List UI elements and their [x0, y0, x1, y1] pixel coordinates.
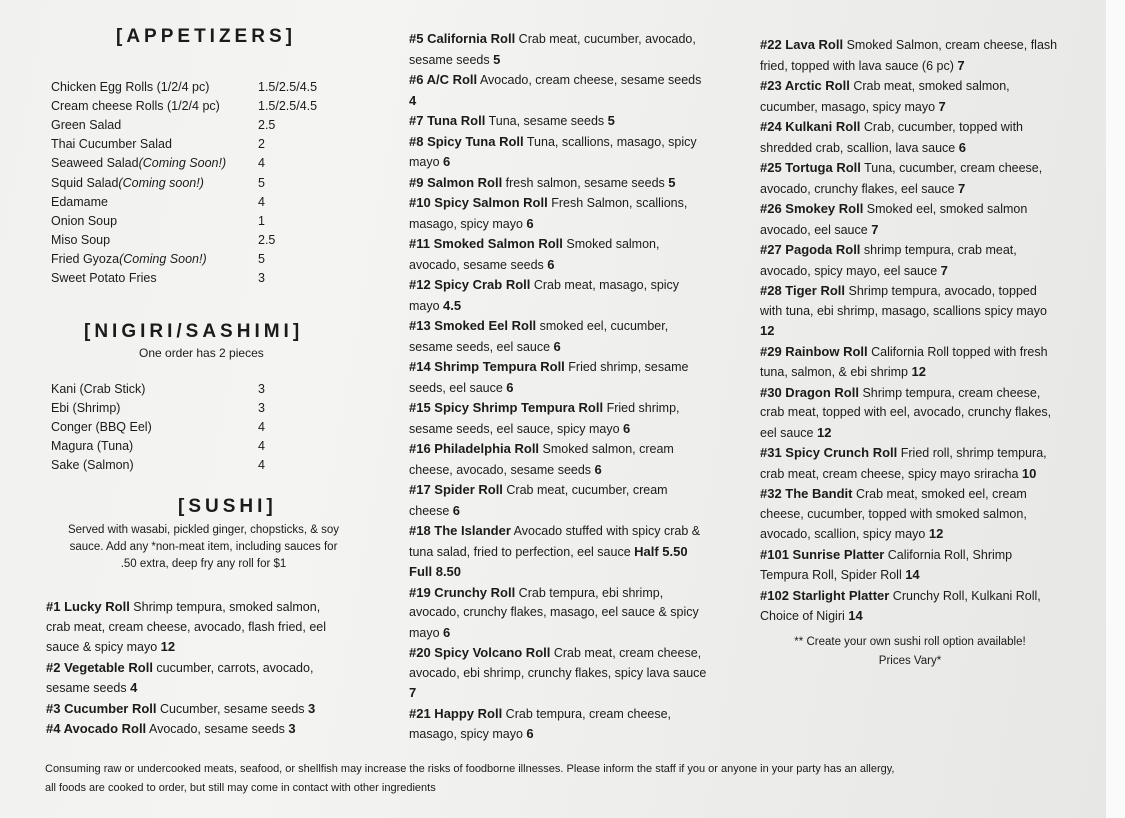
- disclaimer-line: Consuming raw or undercooked meats, seafood, or shellfish may increase the risks of foodborne illnesses. Please inform the staff if you or anyone in your party has an allergy,: [45, 763, 895, 775]
- disclaimer-line: all foods are cooked to order, but still may come in contact with other ingredients: [45, 782, 436, 794]
- roll-description: Shrimp tempura, avocado, topped with tuna, ebi shrimp, masago, scallions spicy mayo: [760, 284, 1047, 318]
- appetizer-item-name: Thai Cucumber Salad: [51, 137, 172, 152]
- nigiri-item-name: Conger (BBQ Eel): [51, 420, 152, 435]
- sushi-roll-item: [760, 240, 1060, 281]
- roll-name: #21 Happy Roll: [409, 705, 503, 721]
- sushi-note-line: sauce. Add any *non-meat item, including sauces for: [69, 541, 338, 553]
- nigiri-item: [51, 456, 265, 475]
- roll-name: #23 Arctic Roll: [760, 78, 850, 93]
- roll-description: California Roll, Shrimp Tempura Roll, Spider Roll: [760, 547, 1013, 582]
- roll-name: #20 Spicy Volcano Roll: [409, 645, 551, 660]
- nigiri-item-price: 4: [258, 439, 265, 454]
- nigiri-item-price: 3: [258, 401, 265, 416]
- roll-name: #2 Vegetable Roll: [46, 659, 153, 675]
- sushi-note-line: .50 extra, deep fry any roll for $1: [120, 558, 287, 570]
- roll-name: #27 Pagoda Roll: [760, 242, 861, 257]
- sushi-roll-item: [760, 281, 1060, 342]
- roll-name: #4 Avocado Roll: [46, 721, 147, 736]
- sushi-roll-item: [760, 586, 1060, 627]
- appetizer-item: [51, 154, 265, 173]
- appetizer-item: [51, 231, 276, 250]
- roll-price: 12: [911, 364, 926, 379]
- roll-price: 6: [594, 461, 602, 477]
- roll-description: Crunchy Roll, Kulkani Roll, Choice of Nigiri: [760, 588, 1041, 623]
- appetizer-item: [51, 250, 265, 269]
- sushi-roll-item: [409, 704, 709, 745]
- roll-name: #26 Smokey Roll: [760, 201, 864, 216]
- appetizer-item: [51, 174, 265, 193]
- appetizer-item-name: Cream cheese Rolls (1/2/4 pc): [51, 99, 220, 114]
- roll-price: 14: [905, 567, 920, 582]
- roll-price: 5: [668, 174, 676, 190]
- roll-price: 14: [848, 608, 863, 623]
- roll-price: 7: [938, 98, 946, 114]
- roll-description: Crab meat, cucumber, avocado, sesame seeds: [409, 32, 696, 67]
- appetizer-item: [51, 269, 265, 288]
- appetizer-item-name: Squid Salad: [51, 175, 119, 190]
- roll-description: Avocado, sesame seeds: [146, 722, 289, 736]
- roll-name: #28 Tiger Roll: [760, 283, 846, 298]
- sushi-roll-item: [409, 29, 709, 70]
- roll-name: #29 Rainbow Roll: [760, 343, 868, 359]
- nigiri-subtitle: One order has 2 pieces: [139, 346, 264, 360]
- roll-price: 4.5: [443, 297, 462, 313]
- roll-description: Shrimp tempura, smoked salmon, crab meat, cream cheese, avocado, flash fried, eel sauce & spicy mayo: [46, 600, 327, 654]
- appetizer-item-name: Fried Gyoza: [51, 251, 120, 266]
- appetizer-item: [51, 97, 318, 116]
- roll-price: 7: [958, 180, 966, 196]
- roll-name: #13 Smoked Eel Roll: [409, 318, 537, 333]
- sushi-title: [SUSHI]: [178, 496, 277, 517]
- appetizer-item-name: Sweet Potato Fries: [51, 271, 157, 285]
- sushi-roll-item: [760, 117, 1060, 158]
- roll-price: 7: [871, 221, 879, 237]
- page-edge: [1106, 0, 1125, 818]
- sushi-roll-item: [409, 439, 709, 480]
- roll-description: Tuna, sesame seeds: [485, 114, 608, 128]
- roll-price: 12: [760, 323, 775, 338]
- sushi-roll-item: [409, 398, 709, 439]
- roll-price: 12: [160, 639, 176, 654]
- roll-description: Avocado stuffed with spicy crab & tuna salad, fried to perfection, eel sauce: [409, 524, 701, 559]
- appetizers-title: [APPETIZERS]: [116, 26, 296, 47]
- nigiri-item-price: 4: [258, 420, 265, 435]
- appetizer-item-price: 1: [258, 213, 265, 228]
- roll-description: Crab meat, smoked eel, cream cheese, cucumber, topped with smoked salmon, avocado, scallion, spicy mayo: [760, 487, 1027, 541]
- appetizer-item: [51, 193, 265, 212]
- appetizer-item-name: Onion Soup: [51, 213, 118, 228]
- appetizer-item-name: Seaweed Salad: [51, 156, 139, 171]
- sushi-roll-item: [409, 173, 709, 194]
- sushi-roll-item: [409, 132, 709, 173]
- nigiri-item: [51, 418, 265, 437]
- roll-price: 5: [607, 113, 615, 128]
- sushi-roll-item: [760, 443, 1060, 484]
- roll-name: #1 Lucky Roll: [46, 599, 130, 614]
- roll-description: Tuna, scallions, masago, spicy mayo: [409, 134, 697, 169]
- roll-price: 6: [553, 338, 561, 354]
- roll-name: #10 Spicy Salmon Roll: [409, 195, 548, 210]
- appetizer-item-price: 2.5: [258, 118, 276, 133]
- sushi-roll-item: [760, 158, 1060, 199]
- roll-price: 5: [493, 51, 501, 67]
- sushi-roll-item: [760, 76, 1060, 117]
- sushi-roll-item: [409, 521, 709, 583]
- roll-price: 7: [940, 262, 948, 278]
- appetizer-item-price: 1.5/2.5/4.5: [258, 99, 318, 114]
- roll-name: #5 California Roll: [409, 31, 516, 46]
- sushi-roll-item: [760, 342, 1060, 383]
- roll-price: 12: [928, 526, 944, 541]
- sushi-roll-item: [760, 383, 1060, 444]
- appetizer-item-note: (Coming soon!): [118, 175, 204, 190]
- roll-description: smoked eel, cucumber, sesame seeds, eel sauce: [409, 319, 669, 354]
- appetizer-item: [51, 212, 265, 231]
- sushi-roll-item: [409, 70, 709, 111]
- roll-description: Avocado, cream cheese, sesame seeds: [477, 73, 702, 87]
- roll-name: #102 Starlight Platter: [760, 587, 890, 603]
- allergy-disclaimer: [45, 760, 1055, 798]
- appetizer-item: [51, 116, 276, 135]
- sushi-roll-item: [409, 643, 709, 704]
- roll-price: 7: [957, 57, 965, 73]
- nigiri-title: [NIGIRI/SASHIMI]: [84, 321, 304, 342]
- roll-name: #12 Spicy Crab Roll: [409, 277, 531, 292]
- sushi-roll-item: [760, 199, 1060, 240]
- roll-name: #15 Spicy Shrimp Tempura Roll: [409, 400, 604, 415]
- roll-description: Smoked salmon, avocado, sesame seeds: [409, 237, 660, 272]
- sushi-roll-item: [46, 719, 346, 740]
- roll-description: Crab meat, cucumber, cream cheese: [409, 483, 668, 518]
- sushi-roll-item: [46, 699, 346, 720]
- roll-price: 4: [409, 92, 417, 108]
- sushi-roll-item: [46, 658, 346, 699]
- nigiri-item: [51, 399, 265, 418]
- roll-name: #6 A/C Roll: [409, 72, 478, 87]
- appetizer-item-price: 2: [258, 137, 265, 152]
- roll-price: 4: [130, 680, 138, 695]
- roll-description: Crab meat, cream cheese, avocado, ebi shrimp, crunchy flakes, spicy lava sauce: [409, 646, 707, 680]
- roll-name: #22 Lava Roll: [760, 37, 844, 52]
- appetizer-item-name: Miso Soup: [51, 232, 111, 247]
- roll-name: #19 Crunchy Roll: [409, 584, 516, 600]
- roll-price: 6: [623, 420, 631, 436]
- roll-price: 7: [409, 685, 417, 700]
- appetizer-item-note: (Coming Soon!): [138, 156, 227, 171]
- sushi-roll-item: [409, 316, 709, 357]
- roll-name: #3 Cucumber Roll: [46, 700, 157, 716]
- roll-price: 6: [452, 502, 461, 518]
- nigiri-item-name: Sake (Salmon): [51, 458, 134, 473]
- sushi-note: [46, 522, 361, 573]
- roll-description: Fried shrimp, sesame seeds, eel sauce: [409, 360, 689, 395]
- sushi-roll-item: [409, 275, 709, 316]
- roll-description: Smoked salmon, cream cheese, avocado, sesame seeds: [409, 442, 674, 477]
- roll-name: #24 Kulkani Roll: [760, 119, 861, 134]
- nigiri-item-price: 4: [258, 458, 265, 473]
- prices-vary-line: Prices Vary*: [878, 655, 942, 667]
- roll-name: #18 The Islander: [409, 523, 511, 538]
- nigiri-item-name: Magura (Tuna): [51, 439, 134, 454]
- roll-name: #9 Salmon Roll: [409, 174, 503, 190]
- appetizer-item-price: 3: [258, 271, 265, 285]
- nigiri-item-name: Kani (Crab Stick): [51, 382, 146, 396]
- roll-description: Crab, cucumber, topped with shredded crab, scallion, lava sauce: [760, 120, 1024, 155]
- nigiri-item: [51, 380, 265, 399]
- roll-price: 3: [288, 721, 296, 736]
- roll-description: Fried shrimp, sesame seeds, eel sauce, spicy mayo: [409, 401, 680, 436]
- roll-name: #14 Shrimp Tempura Roll: [409, 359, 565, 374]
- roll-description: Smoked Salmon, cream cheese, flash fried, topped with lava sauce (6 pc): [760, 38, 1058, 73]
- appetizer-item: [51, 135, 265, 154]
- rolls-list-middle: [409, 29, 709, 745]
- roll-description: Fried roll, shrimp tempura, crab meat, cream cheese, spicy mayo sriracha: [760, 446, 1047, 481]
- appetizer-item-price: 1.5/2.5/4.5: [258, 80, 318, 94]
- roll-description: shrimp tempura, crab meat, avocado, spicy mayo, eel sauce: [760, 243, 1017, 278]
- sushi-roll-item: [46, 597, 346, 658]
- appetizer-item-price: 2.5: [258, 232, 276, 247]
- roll-price: 6: [443, 154, 451, 169]
- roll-price: 6: [526, 726, 534, 741]
- roll-description: Crab meat, masago, spicy mayo: [409, 278, 680, 313]
- roll-description: cucumber, carrots, avocado, sesame seeds: [46, 660, 314, 695]
- sushi-roll-item: [409, 193, 709, 234]
- roll-name: #101 Sunrise Platter: [760, 546, 885, 562]
- sushi-roll-item: [409, 480, 709, 521]
- roll-description: Crab meat, smoked salmon, cucumber, masago, spicy mayo: [760, 79, 1010, 114]
- nigiri-item-price: 3: [258, 382, 265, 396]
- sushi-roll-item: [760, 35, 1060, 76]
- rolls-list-right: [760, 35, 1060, 627]
- sushi-roll-item: [760, 545, 1060, 586]
- roll-price: 6: [526, 215, 534, 231]
- roll-name: #11 Smoked Salmon Roll: [409, 236, 563, 251]
- roll-description: Crab tempura, cream cheese, masago, spicy mayo: [409, 706, 672, 741]
- sushi-roll-item: [760, 484, 1060, 545]
- roll-name: #32 The Bandit: [760, 486, 853, 501]
- appetizer-item-name: Green Salad: [51, 118, 122, 133]
- appetizer-item-price: 4: [258, 156, 265, 171]
- roll-price: 3: [308, 700, 316, 716]
- appetizer-item-note: (Coming Soon!): [119, 251, 207, 266]
- rolls-list-left: [46, 597, 346, 740]
- roll-name: #30 Dragon Roll: [760, 384, 859, 400]
- roll-name: #25 Tortuga Roll: [760, 160, 861, 175]
- roll-description: Fresh Salmon, scallions, masago, spicy mayo: [409, 196, 688, 231]
- roll-price: 12: [816, 424, 832, 440]
- appetizer-item-price: 4: [258, 194, 265, 209]
- appetizer-item-price: 5: [258, 175, 265, 190]
- appetizer-item-name: Chicken Egg Rolls (1/2/4 pc): [51, 80, 210, 94]
- appetizer-item-name: Edamame: [51, 194, 108, 209]
- roll-description: California Roll topped with fresh tuna, salmon, & ebi shrimp: [760, 344, 1048, 379]
- sushi-roll-item: [409, 357, 709, 398]
- roll-description: Smoked eel, smoked salmon avocado, eel sauce: [760, 202, 1028, 237]
- roll-price: 10: [1021, 465, 1037, 481]
- roll-price: 6: [958, 139, 966, 155]
- roll-name: #31 Spicy Crunch Roll: [760, 445, 898, 460]
- roll-description: Shrimp tempura, cream cheese, crab meat, topped with eel, avocado, crunchy flakes, eel sauce: [760, 385, 1052, 440]
- roll-price: Half 5.50 Full 8.50: [409, 543, 688, 579]
- roll-name: #7 Tuna Roll: [409, 113, 486, 128]
- sushi-note-line: Served with wasabi, pickled ginger, chopsticks, & soy: [67, 524, 340, 536]
- sushi-roll-item: [409, 583, 709, 644]
- roll-description: Crab tempura, ebi shrimp, avocado, crunchy flakes, masago, eel sauce & spicy mayo: [409, 585, 699, 640]
- sushi-roll-item: [409, 234, 709, 275]
- roll-price: 6: [443, 624, 451, 640]
- create-note-line: ** Create your own sushi roll option available!: [794, 636, 1026, 648]
- roll-name: #8 Spicy Tuna Roll: [409, 133, 524, 149]
- nigiri-item-name: Ebi (Shrimp): [51, 401, 121, 416]
- roll-description: Cucumber, sesame seeds: [156, 701, 308, 716]
- roll-description: Tuna, cucumber, cream cheese, avocado, crunchy flakes, eel sauce: [760, 161, 1043, 196]
- appetizer-item: [51, 78, 318, 97]
- roll-description: fresh salmon, sesame seeds: [502, 175, 669, 190]
- sushi-roll-item: [409, 111, 709, 132]
- roll-name: #16 Philadelphia Roll: [409, 441, 540, 456]
- nigiri-item: [51, 437, 265, 456]
- roll-name: #17 Spider Roll: [409, 482, 503, 497]
- roll-price: 6: [547, 256, 555, 272]
- create-your-own-note: [760, 633, 1060, 671]
- appetizer-item-price: 5: [258, 251, 265, 266]
- roll-price: 6: [506, 379, 514, 395]
